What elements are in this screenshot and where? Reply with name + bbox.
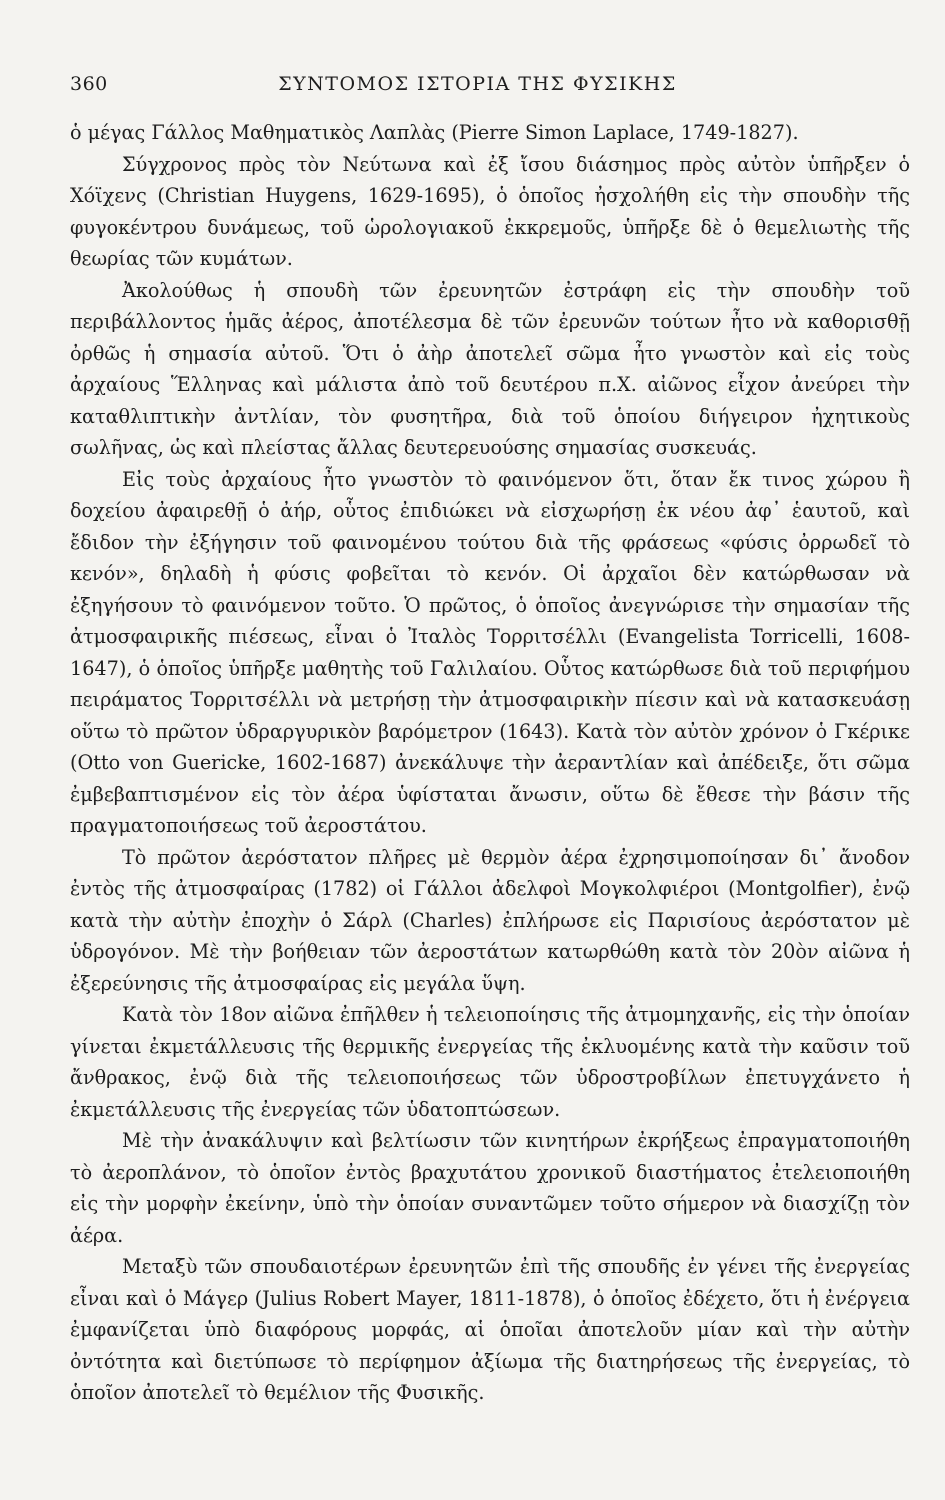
paragraph-laplace: ὁ μέγας Γάλλος Μαθηματικὸς Λαπλὰς (Pierre Simon Laplace, 1749-1827). bbox=[70, 121, 799, 144]
paragraph-steam-engine: Κατὰ τὸν 18ον αἰῶνα ἐπῆλθεν ἡ τελειοποίησις τῆς ἀτμομηχανῆς, εἰς τὴν ὁποίαν γίνεται ἐκμετάλλευσις τῆς θερμικῆς ἐνεργείας τῆς ἐκλυομένης κατὰ τὴν καῦσιν τοῦ ἄνθρακος, ἐνῷ διὰ τῆς τελειοποιήσεως τῶν ὑδροστροβίλων ἐπετυγχάνετο ἡ ἐκμετάλλευσις τῆς ἐνεργείας τῶν ὑδατοπτώσεων. bbox=[70, 1003, 910, 1121]
paragraph-huygens: Σύγχρονος πρὸς τὸν Νεύτωνα καὶ ἐξ ἴσου διάσημος πρὸς αὐτὸν ὑπῆρξεν ὁ Χόϊχενς (Christian Huygens, 1629-1695), ὁ ὁποῖος ἠσχολήθη εἰς τὴν σπουδὴν τῆς φυγοκέντρου δυνάμεως, τοῦ ὡρολογιακοῦ ἐκκρεμοῦς, ὑπῆρξε δὲ ὁ θεμελιωτὴς τῆς θεωρίας τῶν κυμάτων. bbox=[70, 152, 910, 270]
paragraph-vacuum-torricelli: Εἰς τοὺς ἀρχαίους ἦτο γνωστὸν τὸ φαινόμενον ὅτι, ὅταν ἔκ τινος χώρου ἢ δοχείου ἀφαιρεθῇ ὁ ἀήρ, οὗτος ἐπιδιώκει νὰ εἰσχωρήσῃ ἐκ νέου ἀφ᾽ ἑαυτοῦ, καὶ ἔδιδον τὴν ἐξήγησιν τοῦ φαινομένου τούτου διὰ τῆς φράσεως «φύσις ὀρρωδεῖ τὸ κενόν», δηλαδὴ ἡ φύσις φοβεῖται τὸ κενόν. Οἱ ἀρχαῖοι δὲν κατώρθωσαν νὰ ἐξηγήσουν τὸ φαινόμενον τοῦτο. Ὁ πρῶτος, ὁ ὁποῖος ἀνεγνώρισε τὴν σημασίαν τῆς ἀτμοσφαιρικῆς πιέσεως, εἶναι ὁ Ἰταλὸς Τορριτσέλλι (Evangelista Torricelli, 1608-1647), ὁ ὁποῖος ὑπῆρξε μαθητὴς τοῦ Γαλιλαίου. Οὗτος κατώρθωσε διὰ τοῦ περιφήμου πειράματος Τορριτσέλλι νὰ μετρήσῃ τὴν ἀτμοσφαιρικὴν πίεσιν καὶ νὰ κατασκευάσῃ οὕτω τὸ πρῶτον ὑδραργυρικὸν βαρόμετρον (1643). Κατὰ τὸν αὐτὸν χρόνον ὁ Γκέρικε (Otto von Guericke, 1602-1687) ἀνεκάλυψε τὴν ἀεραντλίαν καὶ ἀπέδειξε, ὅτι σῶμα ἐμβεβαπτισμένον εἰς τὸν ἀέρα ὑφίσταται ἄνωσιν, οὕτω δὲ ἔθεσε τὴν βάσιν τῆς πραγματοποιήσεως τοῦ ἀεροστάτου. bbox=[70, 467, 910, 837]
paragraph-balloon: Τὸ πρῶτον ἀερόστατον πλῆρες μὲ θερμὸν ἀέρα ἐχρησιμοποίησαν δι᾽ ἄνοδον ἐντὸς τῆς ἀτμοσφαίρας (1782) οἱ Γάλλοι ἀδελφοὶ Μογκολφιέροι (Montgolfier), ἐνῷ κατὰ τὴν αὐτὴν ἐποχὴν ὁ Σάρλ (Charles) ἐπλήρωσε εἰς Παρισίους ἀερόστατον μὲ ὑδρογόνον. Μὲ τὴν βοήθειαν τῶν ἀεροστάτων κατωρθώθη κατὰ τὸν 20ὸν αἰῶνα ἡ ἐξερεύνησις τῆς ἀτμοσφαίρας εἰς μεγάλα ὕψη. bbox=[70, 845, 910, 995]
paragraph-air-study: Ἀκολούθως ἡ σπουδὴ τῶν ἐρευνητῶν ἐστράφη εἰς τὴν σπουδὴν τοῦ περιβάλλοντος ἡμᾶς ἀέρος, ἀποτέλεσμα δὲ τῶν ἐρευνῶν τούτων ἦτο νὰ καθορισθῇ ὀρθῶς ἡ σημασία αὐτοῦ. Ὅτι ὁ ἀὴρ ἀποτελεῖ σῶμα ἦτο γνωστὸν καὶ εἰς τοὺς ἀρχαίους Ἕλληνας καὶ μάλιστα ἀπὸ τοῦ δευτέρου π.Χ. αἰῶνος εἶχον ἀνεύρει τὴν καταθλιπτικὴν ἀντλίαν, τὸν φυσητῆρα, διὰ τοῦ ὁποίου διήγειρον ἠχητικοὺς σωλῆνας, ὡς καὶ πλείστας ἄλλας δευτερευούσης σημασίας συσκευάς. bbox=[70, 278, 910, 459]
paragraph-mayer: Μεταξὺ τῶν σπουδαιοτέρων ἐρευνητῶν ἐπὶ τῆς σπουδῆς ἐν γένει τῆς ἐνεργείας εἶναι καὶ ὁ Μάγερ (Julius Robert Mayer, 1811-1878), ὁ ὁποῖος ἐδέχετο, ὅτι ἡ ἐνέργεια ἐμφανίζεται ὑπὸ διαφόρους μορφάς, αἱ ὁποῖαι ἀποτελοῦν μίαν καὶ τὴν αὐτὴν ὀντότητα καὶ διετύπωσε τὸ περίφημον ἀξίωμα τῆς διατηρήσεως τῆς ἐνεργείας, τὸ ὁποῖον ἀποτελεῖ τὸ θεμέλιον τῆς Φυσικῆς. bbox=[70, 1255, 910, 1404]
page-number: 360 bbox=[70, 73, 108, 95]
body-text bbox=[70, 117, 910, 1409]
page-header bbox=[70, 73, 885, 101]
running-title: ΣΥΝΤΟΜΟΣ ΙΣΤΟΡΙΑ ΤΗΣ ΦΥΣΙΚΗΣ bbox=[278, 73, 677, 95]
paragraph-airplane: Μὲ τὴν ἀνακάλυψιν καὶ βελτίωσιν τῶν κινητήρων ἐκρήξεως ἐπραγματοποιήθη τὸ ἀεροπλάνον, τὸ ὁποῖον ἐντὸς βραχυτάτου χρονικοῦ διαστήματος ἐτελειοποιήθη εἰς τὴν μορφὴν ἐκείνην, ὑπὸ τὴν ὁποίαν συναντῶμεν τοῦτο σήμερον νὰ διασχίζῃ τὸν ἀέρα. bbox=[70, 1129, 910, 1247]
